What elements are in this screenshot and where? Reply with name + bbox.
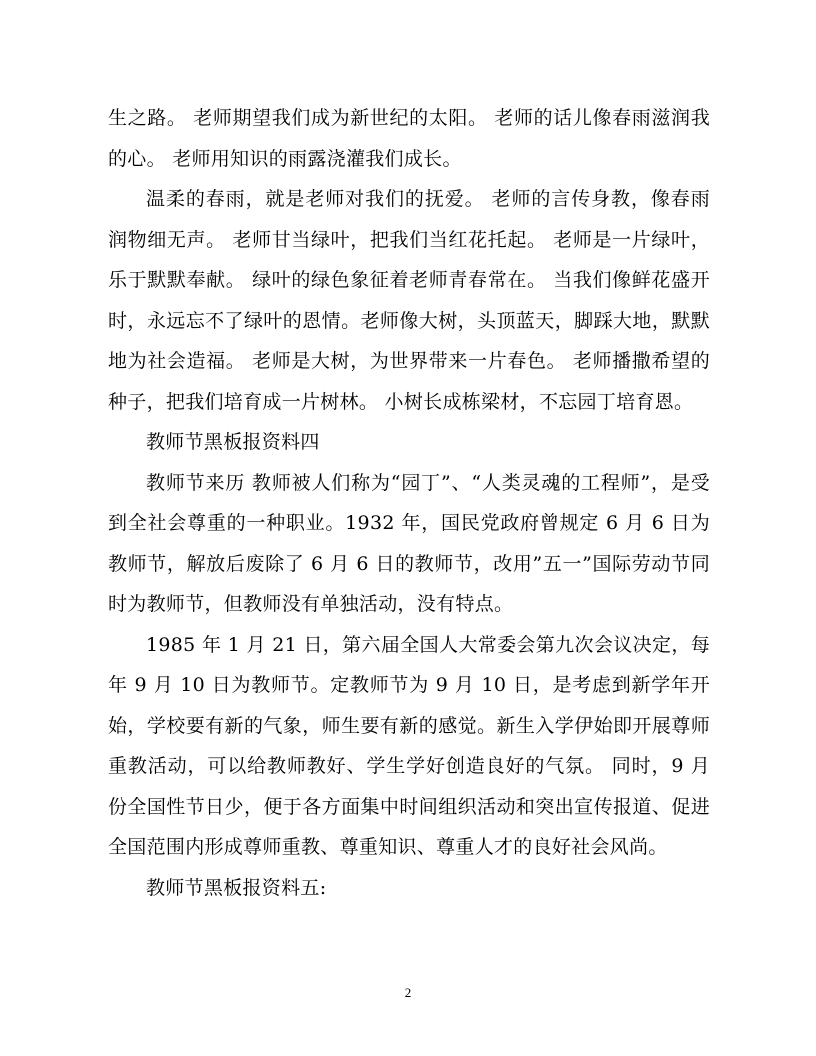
page-number: 2 bbox=[404, 985, 412, 1000]
paragraph-teachers-day-origin: 教师节来历 教师被人们称为“园丁”、“人类灵魂的工程师”，是受到全社会尊重的一种职业。1932 年，国民党政府曾规定 6 月 6 日为教师节，解放后废除了 6 月 6 日的教师节，改用”五一”国际劳动节同时为教师节，但教师没有单独活动，没有特点。 bbox=[108, 471, 710, 615]
document-body bbox=[108, 98, 710, 908]
paragraph-spring-rain: 温柔的春雨，就是老师对我们的抚爱。 老师的言传身教，像春雨润物细无声。 老师甘当绿叶，把我们当红花托起。 老师是一片绿叶，乐于默默奉献。 绿叶的绿色象征着老师青春常在。 当我们像鲜花盛开时，永远忘不了绿叶的恩情。老师像大树，头顶蓝天，脚踩大地，默默地为社会造福。 老师是大树，为世界带来一片春色。 老师播撒希望的种子，把我们培育成一片树林。 小树长成栋梁材，不忘园丁培育恩。 bbox=[108, 188, 710, 413]
paragraph-continuation: 生之路。 老师期望我们成为新世纪的太阳。 老师的话儿像春雨滋润我的心。 老师用知识的雨露浇灌我们成长。 bbox=[108, 107, 710, 170]
section-heading-material-five: 教师节黑板报资料五: bbox=[146, 876, 327, 899]
section-heading-material-four: 教师节黑板报资料四 bbox=[146, 431, 320, 453]
paragraph-1985-decision: 1985 年 1 月 21 日，第六届全国人大常委会第九次会议决定，每年 9 月 10 日为教师节。定教师节为 9 月 10 日，是考虑到新学年开始，学校要有新的气象，师生要有新的感觉。新生入学伊始即开展尊师重教活动，可以给教师教好、学生学好创造良好的气氛。 同时，9 月份全国性节日少，便于各方面集中时间组织活动和突出宣传报道、促进全国范围内形成尊师重教、尊重知识、尊重人才的良好社会风尚。 bbox=[108, 633, 710, 858]
